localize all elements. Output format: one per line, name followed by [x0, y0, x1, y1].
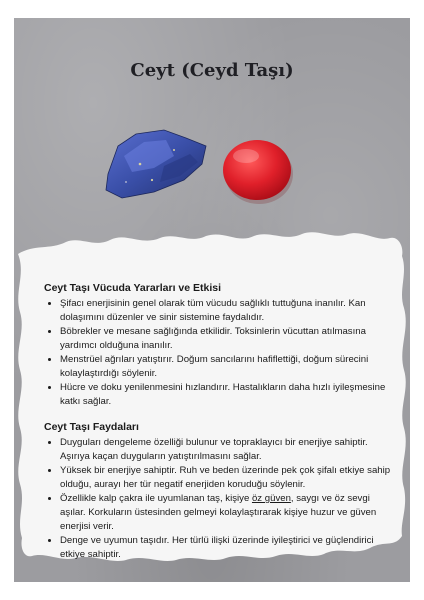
list-item: • Böbrekler ve mesane sağlığında etkilidir. Toksinlerin vücuttan atılmasına yardımcı olduğuna inanılır. — [60, 325, 398, 353]
content-area — [44, 282, 398, 562]
product-card — [14, 18, 410, 582]
list-item-text: , saygı ve öz sevgi aşılar. Korkuların üstesinden gelmeyi kolaylaştırarak kişiye huzur ve güven enerjisi verir. — [60, 493, 377, 532]
section-title-body-benefits: Ceyt Taşı Vücuda Yararları ve Etkisi — [44, 282, 222, 294]
body-benefits-list — [44, 297, 398, 409]
list-item: • Denge ve uyumun taşıdır. Her türlü ilişki üzerinde iyileştirici ve güçlendirici etkiye sahiptir. — [60, 534, 398, 562]
list-item: • Yüksek bir enerjiye sahiptir. Ruh ve beden üzerinde pek çok şifalı etkiye sahip olduğu, aurayı her tür negatif enerjiden koruduğu söylenir. — [60, 464, 398, 492]
list-item: • Hücre ve doku yenilenmesini hızlandırır. Hastalıkların daha hızlı iyileşmesine katkı sağlar. — [60, 381, 398, 409]
list-item: • Şifacı enerjisinin genel olarak tüm vücudu sağlıklı tuttuğuna inanılır. Kan dolaşımını düzenler ve sinir sistemine faydalıdır. — [60, 297, 398, 325]
self-confidence-link[interactable]: öz güven — [251, 493, 291, 504]
page-title: Ceyt (Ceyd Taşı) — [130, 60, 294, 81]
benefits-list — [44, 436, 398, 562]
list-item: • Menstrüel ağrıları yatıştırır. Doğum sancılarını hafiflettiği, doğum sürecini kolaylaştırdığı söylenir. — [60, 353, 398, 381]
section-title-benefits: Ceyt Taşı Faydaları — [44, 421, 139, 433]
list-item-text: Özellikle kalp çakra ile uyumlanan taş, kişiye — [60, 493, 252, 504]
list-item — [60, 492, 398, 534]
list-item: • Duyguları dengeleme özelliği bulunur ve topraklayıcı bir enerjiye sahiptir. Aşırıya kaçan duyguların yatıştırılmasını sağlar. — [60, 436, 398, 464]
